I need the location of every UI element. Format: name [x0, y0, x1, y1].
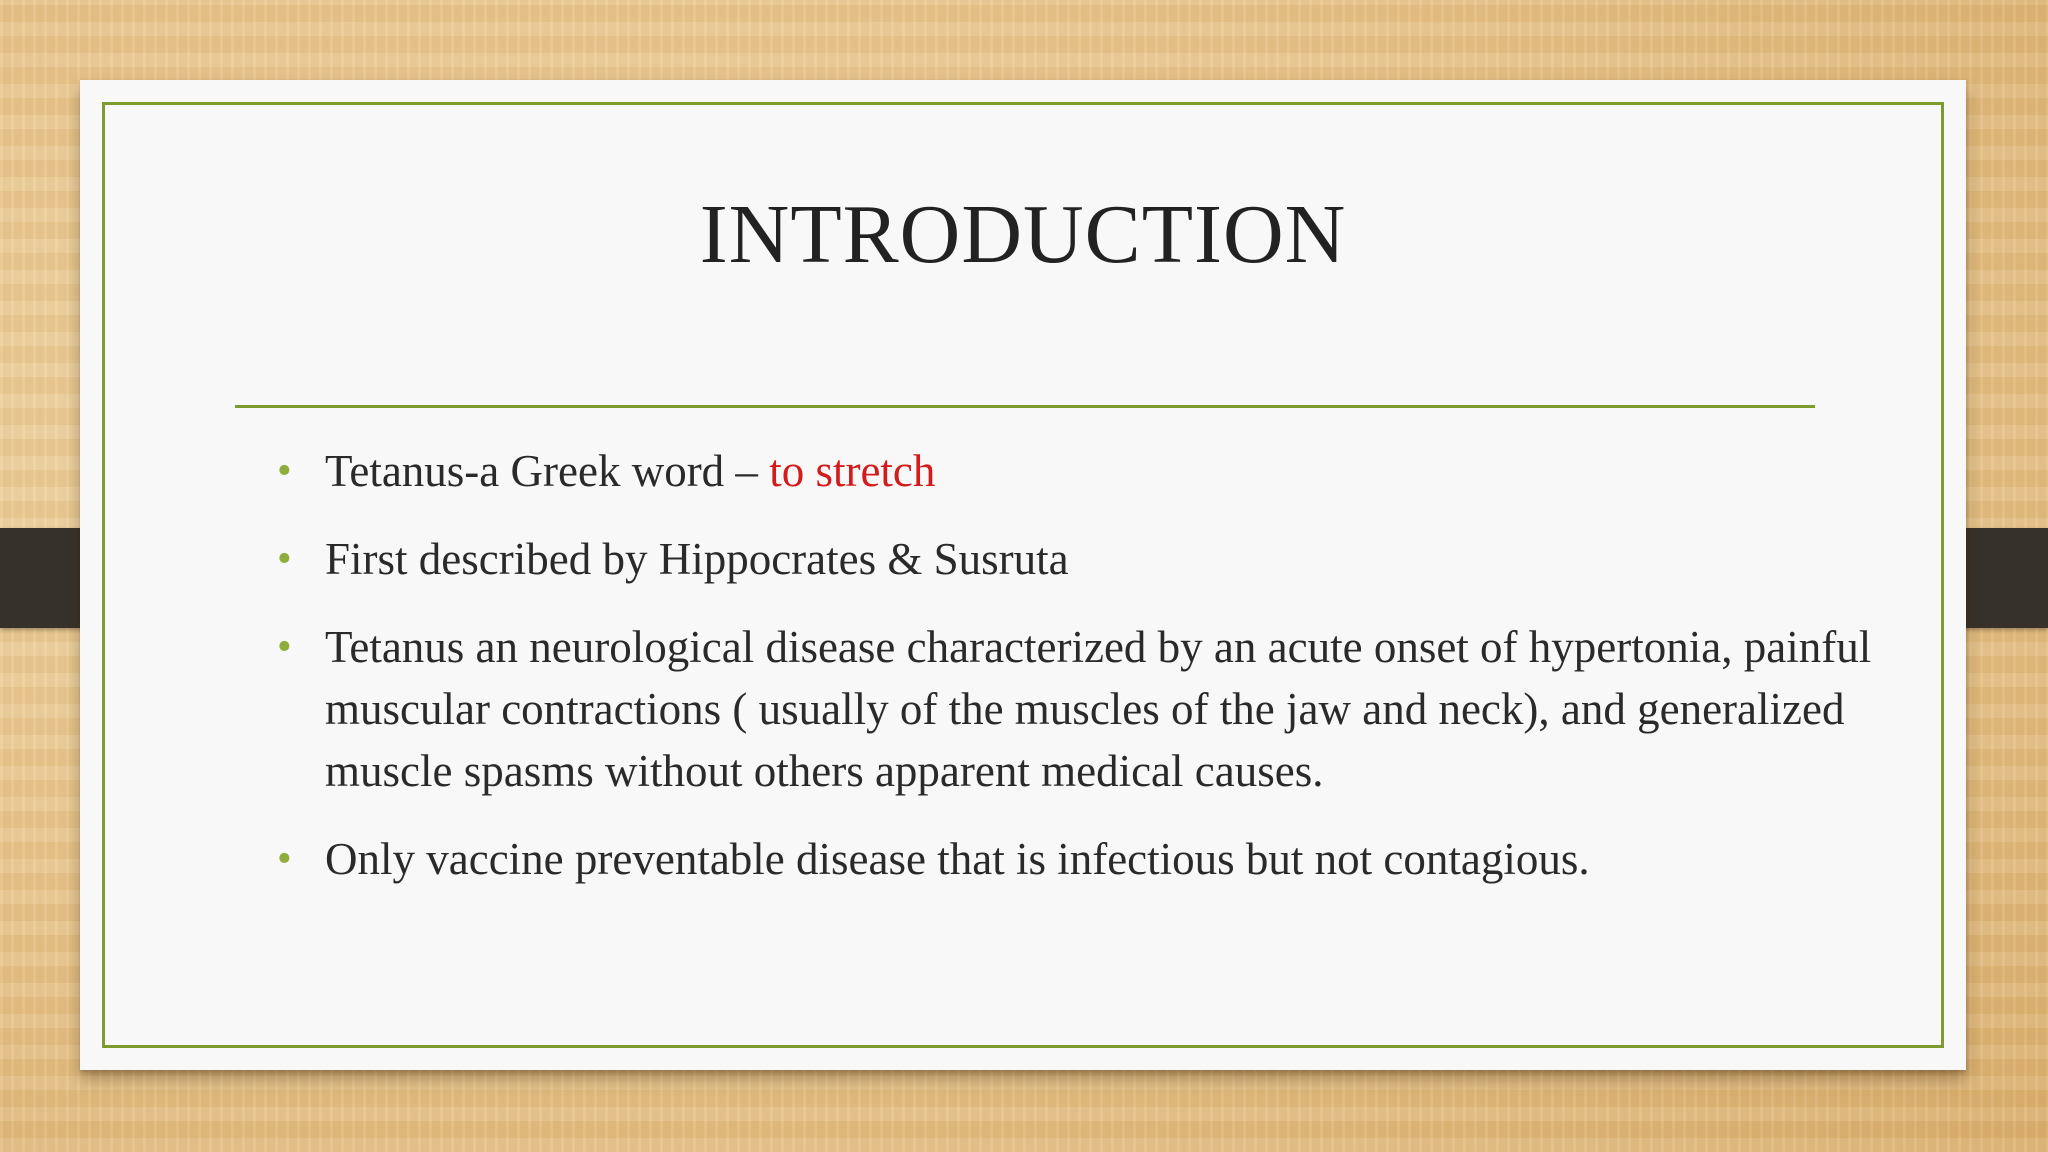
bullet-dot-icon: • — [277, 836, 292, 882]
bullet-item — [195, 440, 1895, 502]
bullet-dot-icon: • — [277, 536, 292, 582]
title-divider — [235, 405, 1815, 408]
bullet-text: First described by Hippocrates & Susruta — [325, 534, 1069, 584]
bullet-item — [195, 528, 1895, 590]
slide-title: INTRODUCTION — [699, 188, 1347, 281]
bullet-list — [195, 440, 1895, 916]
bullet-text: Only vaccine preventable disease that is infectious but not contagious. — [325, 834, 1590, 884]
bullet-text: Tetanus-a Greek word – — [325, 446, 770, 496]
bullet-text: Tetanus an neurological disease characterized by an acute onset of hypertonia, painful muscular contractions ( usually of the muscles of the jaw and neck), and generalized muscle spasms without others apparent medical causes. — [325, 622, 1872, 796]
bullet-item — [195, 828, 1895, 890]
bullet-accent-text: to stretch — [769, 446, 936, 496]
bullet-dot-icon: • — [277, 624, 292, 670]
slide — [80, 80, 1966, 1070]
bullet-item — [195, 616, 1895, 802]
bullet-dot-icon: • — [277, 448, 292, 494]
